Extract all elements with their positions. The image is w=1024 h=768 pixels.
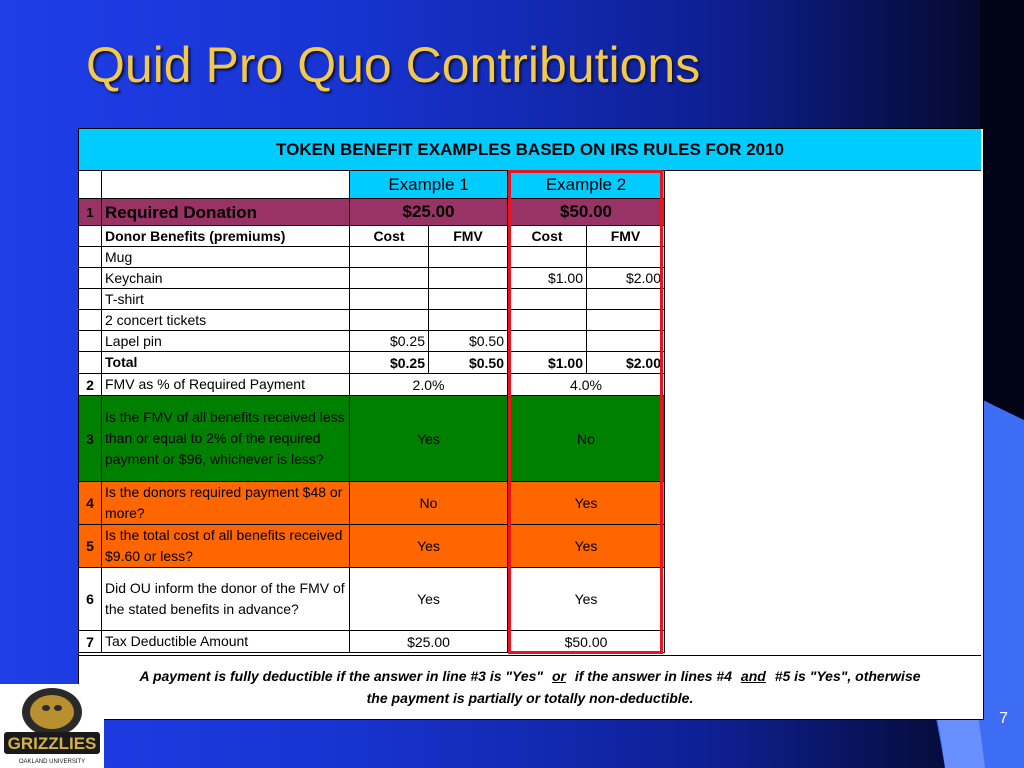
row-6-number: 6 [79,568,102,631]
benefit-label-cell: Mug [102,247,350,268]
row-3-example-1: Yes [350,396,508,482]
grizzlies-logo [0,684,104,768]
row-3-example-2: No [508,396,665,482]
row-3-label: Is the FMV of all benefits received less than or equal to 2% of the required payment or $96, whichever is less? [102,396,350,482]
benefit-row-num-blank [79,247,102,268]
logo-subtext: OAKLAND UNIVERSITY [18,759,86,765]
example-1-heading: Example 1 [350,171,508,199]
total-cost-1: $0.25 [350,352,429,374]
benefit-cost1-cell [350,310,429,331]
benefit-label-cell: Keychain [102,268,350,289]
row-7-label: Tax Deductible Amount [102,631,350,653]
benefit-fmv2-cell: $2.00 [587,268,665,289]
table-header: TOKEN BENEFIT EXAMPLES BASED ON IRS RULES FOR 2010 [79,129,981,171]
row-5-example-1: Yes [350,525,508,568]
benefit-cost2-cell [508,289,587,310]
total-fmv-2: $2.00 [587,352,665,374]
footnote-and: and [740,667,766,684]
benefit-cost1-cell [350,268,429,289]
row-1-label: Required Donation [102,199,350,226]
benefit-fmv2-cell [587,331,665,352]
footnote [79,655,981,717]
benefit-cost1-cell: $0.25 [350,331,429,352]
benefit-fmv2-cell [587,289,665,310]
row-3-number: 3 [79,396,102,482]
benefit-fmv1-cell: $0.50 [429,331,508,352]
footnote-part-3: #5 is "Yes", otherwise [774,667,921,684]
benefit-label-cell: 2 concert tickets [102,310,350,331]
row-4-label: Is the donors required payment $48 or more? [102,482,350,525]
benefit-row-num-blank [79,310,102,331]
row-5-example-2: Yes [508,525,665,568]
benefit-label-cell: T-shirt [102,289,350,310]
row-2-label: FMV as % of Required Payment [102,374,350,396]
total-num-blank [79,352,102,374]
benefit-row-num-blank [79,289,102,310]
row-5-label: Is the total cost of all benefits received $9.60 or less? [102,525,350,568]
total-fmv-1: $0.50 [429,352,508,374]
row-6-label: Did OU inform the donor of the FMV of the stated benefits in advance? [102,568,350,631]
logo-wordmark: GRIZZLIES [7,734,97,753]
benefit-fmv2-cell [587,310,665,331]
row-6-example-1: Yes [350,568,508,631]
fmv-1-header: FMV [429,226,508,247]
token-benefit-table [78,128,984,720]
row-4-example-2: Yes [508,482,665,525]
example-2-heading: Example 2 [508,171,665,199]
row-2-example-2: 4.0% [508,374,665,396]
row-6-example-2: Yes [508,568,665,631]
benefit-cost1-cell [350,247,429,268]
row-7-example-1: $25.00 [350,631,508,653]
benefit-row-num-blank [79,331,102,352]
row-5-number: 5 [79,525,102,568]
benefit-label-cell: Lapel pin [102,331,350,352]
row-1-number: 1 [79,199,102,226]
total-label: Total [102,352,350,374]
row-1-example-2: $50.00 [508,199,665,226]
page-number: 7 [999,710,1008,727]
benefit-cost2-cell [508,331,587,352]
row-7-number: 7 [79,631,102,653]
benefit-fmv1-cell [429,268,508,289]
footnote-part-1: A payment is fully deductible if the answer in line #3 is "Yes" [139,667,544,684]
row-4-number: 4 [79,482,102,525]
row-1-example-1: $25.00 [350,199,508,226]
benefit-fmv2-cell [587,247,665,268]
benefit-row-num-blank [79,268,102,289]
cost-1-header: Cost [350,226,429,247]
benefit-cost1-cell [350,289,429,310]
footnote-part-2: if the answer in lines #4 [574,667,733,684]
total-cost-2: $1.00 [508,352,587,374]
benefits-num-blank [79,226,102,247]
footnote-line-2: the payment is partially or totally non-deductible. [366,689,694,706]
cost-2-header: Cost [508,226,587,247]
benefit-cost2-cell [508,247,587,268]
benefit-fmv1-cell [429,247,508,268]
benefit-fmv1-cell [429,289,508,310]
row-2-number: 2 [79,374,102,396]
benefit-cost2-cell [508,310,587,331]
slide-title: Quid Pro Quo Contributions [86,37,701,93]
fmv-2-header: FMV [587,226,665,247]
benefits-header-label: Donor Benefits (premiums) [102,226,350,247]
row-num-blank [79,171,102,199]
row-7-example-2: $50.00 [508,631,665,653]
footnote-or: or [551,667,566,684]
label-blank [102,171,350,199]
row-2-example-1: 2.0% [350,374,508,396]
benefit-cost2-cell: $1.00 [508,268,587,289]
benefit-fmv1-cell [429,310,508,331]
row-4-example-1: No [350,482,508,525]
